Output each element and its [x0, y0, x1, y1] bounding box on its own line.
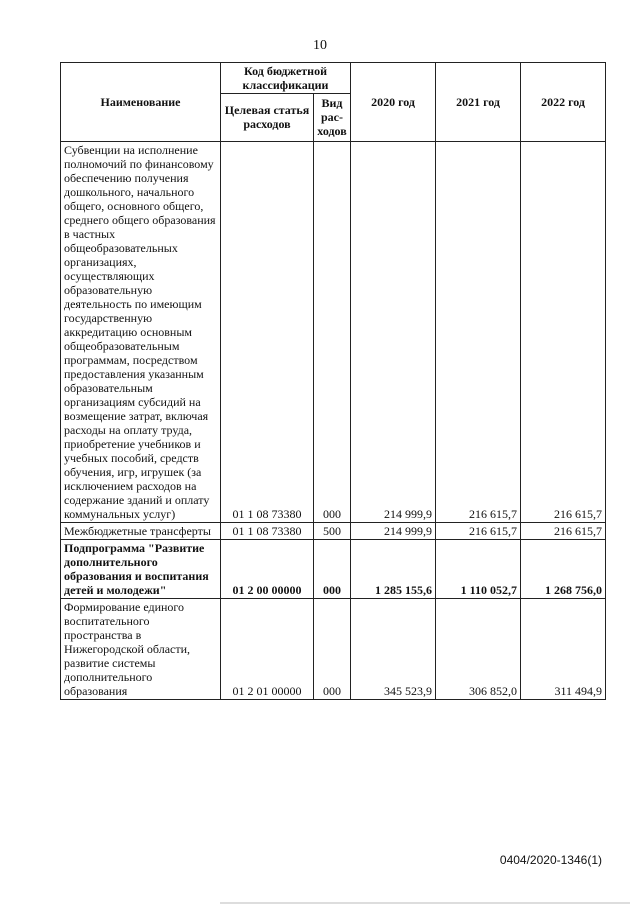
- header-2022: 2022 год: [521, 63, 606, 142]
- header-kbk-group: Код бюджетной классификации: [221, 63, 351, 94]
- page-number: 10: [313, 38, 327, 53]
- row-target-item: 01 2 01 00000: [221, 599, 314, 700]
- document-code: 0404/2020-1346(1): [499, 853, 602, 867]
- row-value-2022: 311 494,9: [521, 599, 606, 700]
- row-expense-type: 000: [314, 540, 351, 599]
- row-value-2020: 214 999,9: [351, 142, 436, 523]
- table-row: [61, 523, 606, 540]
- row-value-2020: 214 999,9: [351, 523, 436, 540]
- table-row: [61, 599, 606, 700]
- row-value-2022: 216 615,7: [521, 142, 606, 523]
- table-row-subprogram: [61, 540, 606, 599]
- row-name: Подпрограмма "Развитие дополнительного образования и воспитания детей и молодежи": [61, 540, 221, 599]
- header-2020: 2020 год: [351, 63, 436, 142]
- budget-table: [60, 62, 606, 700]
- table-row: [61, 142, 606, 523]
- row-value-2021: 1 110 052,7: [436, 540, 521, 599]
- row-value-2022: 1 268 756,0: [521, 540, 606, 599]
- row-value-2021: 216 615,7: [436, 523, 521, 540]
- row-value-2021: 216 615,7: [436, 142, 521, 523]
- row-expense-type: 000: [314, 599, 351, 700]
- scan-artifact-line: [220, 902, 630, 904]
- row-value-2022: 216 615,7: [521, 523, 606, 540]
- row-name: Межбюджетные трансферты: [61, 523, 221, 540]
- row-value-2021: 306 852,0: [436, 599, 521, 700]
- header-expense-type: Вид рас-ходов: [314, 94, 351, 142]
- row-value-2020: 1 285 155,6: [351, 540, 436, 599]
- row-name: Субвенции на исполнение полномочий по финансовому обеспечению получения дошкольного, начального общего, основного общего, среднего общего образования в частных общеобразовательных организациях, осуществляющих образовательную деятельность по имеющим государственную аккредитацию основным общеобразовательным программам, посредством предоставления указанным образовательным организациям субсидий на возмещение затрат, включая расходы на оплату труда, приобретение учебников и учебных пособий, средств обучения, игр, игрушек (за исключением расходов на содержание зданий и оплату коммунальных услуг): [61, 142, 221, 523]
- row-expense-type: 500: [314, 523, 351, 540]
- row-value-2020: 345 523,9: [351, 599, 436, 700]
- row-target-item: 01 2 00 00000: [221, 540, 314, 599]
- row-target-item: 01 1 08 73380: [221, 523, 314, 540]
- row-target-item: 01 1 08 73380: [221, 142, 314, 523]
- header-row-1: [61, 63, 606, 94]
- header-name: Наименование: [61, 63, 221, 142]
- header-target-item: Целевая статья расходов: [221, 94, 314, 142]
- row-expense-type: 000: [314, 142, 351, 523]
- row-name: Формирование единого воспитательного пространства в Нижегородской области, развитие системы дополнительного образования: [61, 599, 221, 700]
- header-2021: 2021 год: [436, 63, 521, 142]
